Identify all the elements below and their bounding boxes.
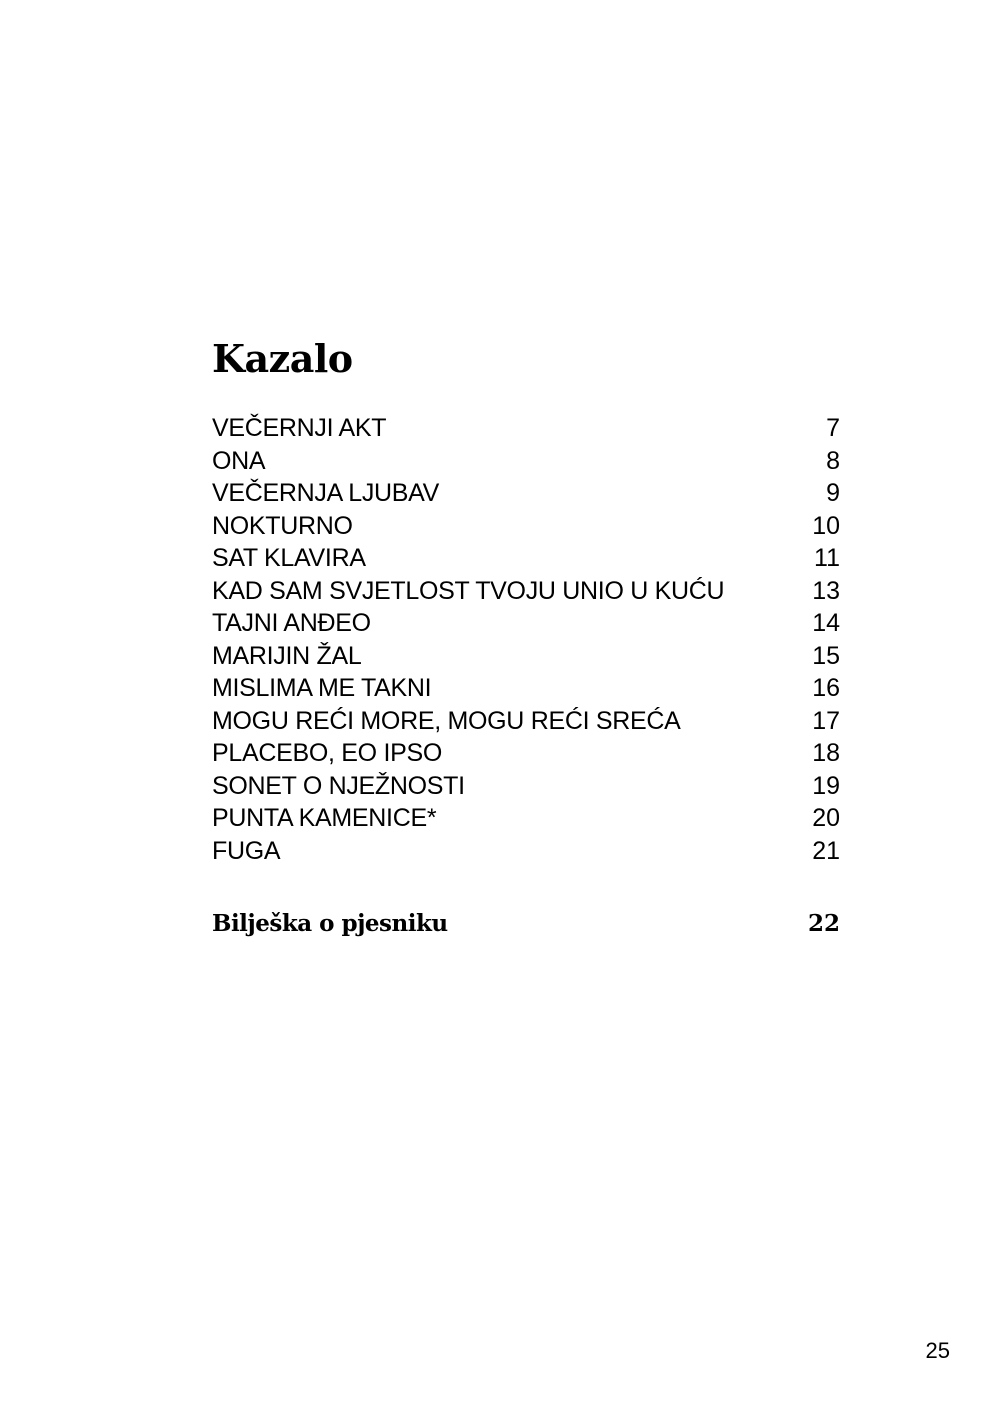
- toc-entry-title: TAJNI ANĐEO: [212, 609, 371, 637]
- toc-entry-page: 17: [812, 706, 840, 735]
- toc-entry-title: SONET O NJEŽNOSTI: [212, 771, 465, 800]
- toc-entry: [212, 835, 840, 868]
- toc-entry-title: PUNTA KAMENICE*: [212, 804, 437, 832]
- toc-entry: [212, 770, 840, 803]
- toc-entry-page: 7: [826, 414, 840, 442]
- toc-entry-page: 10: [812, 511, 840, 540]
- toc-entry-page: 15: [812, 641, 840, 670]
- toc-entry-page: 13: [812, 576, 840, 605]
- toc-entry: [212, 542, 840, 575]
- toc-entry-title: PLACEBO, EO IPSO: [212, 739, 443, 767]
- toc-entry-page: 18: [812, 739, 840, 767]
- toc-entry-title: VEČERNJI AKT: [212, 414, 387, 442]
- toc-entry-page: 16: [812, 674, 840, 702]
- toc-entry-page: 19: [812, 771, 840, 800]
- toc-entry-title: NOKTURNO: [212, 511, 353, 540]
- toc-entry: [212, 477, 840, 510]
- toc-entry: [212, 640, 840, 673]
- toc-entry-title: KAD SAM SVJETLOST TVOJU UNIO U KUĆU: [212, 576, 725, 605]
- toc-entry: [212, 445, 840, 478]
- toc-entry: [212, 412, 840, 445]
- toc-entry-page: 20: [812, 804, 840, 832]
- toc-entry-title: ONA: [212, 446, 266, 475]
- toc-entry-title: VEČERNJA LJUBAV: [212, 479, 440, 507]
- author-note-entry: [212, 904, 840, 944]
- page-number: 25: [925, 1338, 950, 1363]
- toc-entry: [212, 672, 840, 705]
- toc-entry: [212, 607, 840, 640]
- toc-entry: [212, 705, 840, 738]
- toc-entry: [212, 575, 840, 608]
- toc-entry-page: 21: [812, 836, 840, 865]
- toc-entry-page: 8: [826, 446, 840, 475]
- toc-entry-title: SAT KLAVIRA: [212, 544, 366, 572]
- toc-entry-title: MISLIMA ME TAKNI: [212, 674, 432, 702]
- toc-entry-page: 14: [812, 609, 840, 637]
- author-note-title: Bilješka o pjesniku: [212, 910, 448, 937]
- toc-entry-page: 9: [826, 479, 840, 507]
- toc-entry-page: 11: [814, 544, 840, 572]
- author-note-page: 22: [807, 910, 840, 937]
- toc-entry-title: MOGU REĆI MORE, MOGU REĆI SREĆA: [212, 706, 681, 735]
- toc-entry-title: MARIJIN ŽAL: [212, 641, 362, 670]
- toc-entry-title: FUGA: [212, 836, 281, 865]
- toc-entry: [212, 737, 840, 770]
- table-of-contents: [212, 412, 840, 867]
- toc-entry: [212, 510, 840, 543]
- toc-entry: [212, 802, 840, 835]
- page-title: Kazalo: [212, 336, 353, 381]
